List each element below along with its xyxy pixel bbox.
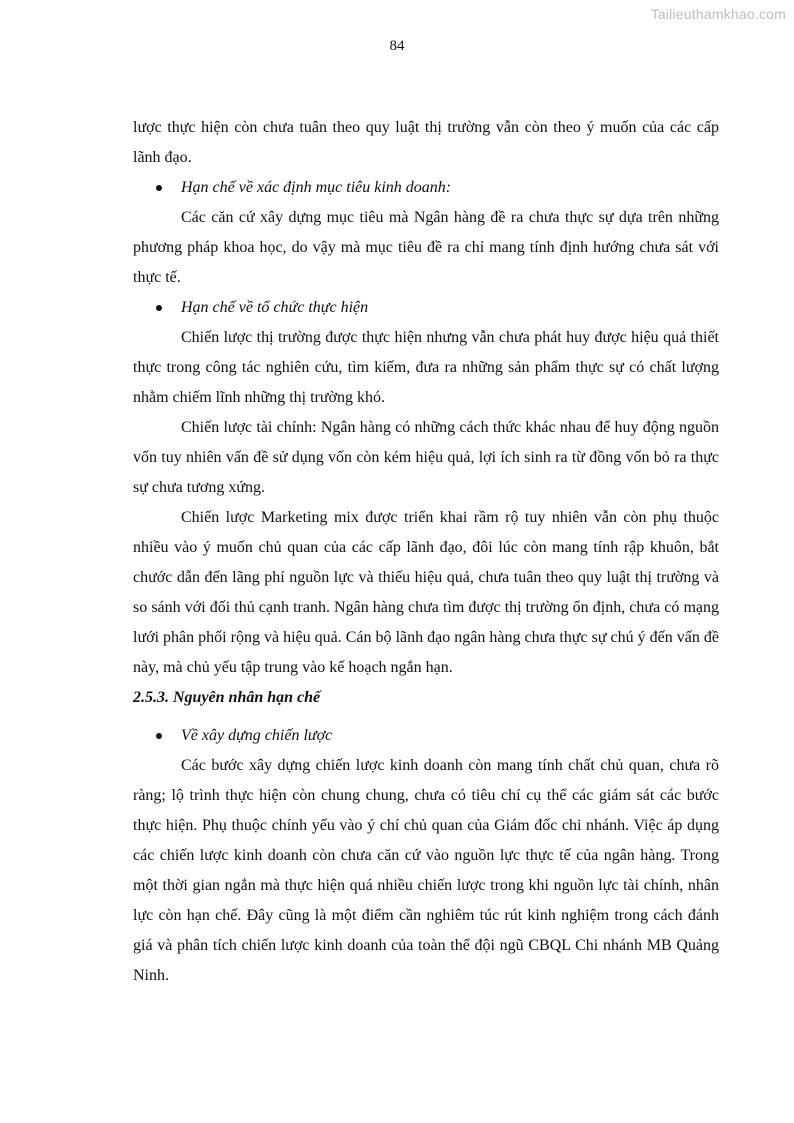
bullet-text: Về xây dựng chiến lược	[181, 727, 333, 744]
paragraph-finance-strategy: Chiến lược tài chính: Ngân hàng có những cách thức khác nhau để huy động nguồn vốn tuy nhiên vấn đề sử dụng vốn còn kém hiệu quả, lợi ích sinh ra từ đồng vốn bỏ ra thực sự chưa tương xứng.	[133, 419, 719, 496]
watermark: Tailieuthamkhao.com	[650, 6, 786, 22]
bullet-dot-icon	[156, 185, 162, 191]
bullet-text: Hạn chế về tổ chức thực hiện	[181, 299, 369, 316]
paragraph-marketing-strategy: Chiến lược Marketing mix được triển khai rầm rộ tuy nhiên vẫn còn phụ thuộc nhiều vào ý muốn chủ quan của các cấp lãnh đạo, đôi lúc còn mang tính rập khuôn, bắt chước dẫn đến lãng phí nguồn lực và thiếu hiệu quả, chưa tuân theo quy luật thị trường và so sánh với đối thủ cạnh tranh. Ngân hàng chưa tìm được thị trường ổn định, chưa có mạng lưới phân phối rộng và hiệu quả. Cán bộ lãnh đạo ngân hàng chưa thực sự chú ý đến vấn đề này, mà chủ yếu tập trung vào kế hoạch ngắn hạn.	[133, 509, 719, 676]
bullet-item-implementation	[133, 293, 719, 323]
document-body	[133, 113, 719, 991]
paragraph-strategy-building: Các bước xây dựng chiến lược kinh doanh còn mang tính chất chủ quan, chưa rõ ràng; lộ trình thực hiện còn chung chung, chưa có tiêu chí cụ thể các giám sát các bước thực hiện. Phụ thuộc chính yếu vào ý chí chủ quan của Giám đốc chi nhánh. Việc áp dụng các chiến lược kinh doanh còn chưa căn cứ vào nguồn lực thực tế của ngân hàng. Trong một thời gian ngắn mà thực hiện quá nhiều chiến lược trong khi nguồn lực tài chính, nhân lực còn hạn chế. Đây cũng là một điểm cần nghiêm túc rút kinh nghiệm trong cách đánh giá và phân tích chiến lược kinh doanh của toàn thể đội ngũ CBQL Chi nhánh MB Quảng Ninh.	[133, 757, 719, 984]
section-heading: 2.5.3. Nguyên nhân hạn chế	[133, 689, 321, 706]
paragraph-objectives: Các căn cứ xây dựng mục tiêu mà Ngân hàng đề ra chưa thực sự dựa trên những phương pháp khoa học, do vậy mà mục tiêu đề ra chỉ mang tính định hướng chưa sát với thực tế.	[133, 209, 719, 286]
page-number: 84	[389, 38, 405, 54]
bullet-dot-icon	[156, 733, 162, 739]
bullet-dot-icon	[156, 305, 162, 311]
bullet-item-strategy-building	[133, 721, 719, 751]
paragraph-continuation: lược thực hiện còn chưa tuân theo quy luật thị trường vẫn còn theo ý muốn của các cấp lãnh đạo.	[133, 119, 719, 166]
paragraph-market-strategy: Chiến lược thị trường được thực hiện nhưng vẫn chưa phát huy được hiệu quả thiết thực trong công tác nghiên cứu, tìm kiếm, đưa ra những sản phẩm thực sự có chất lượng nhằm chiếm lĩnh những thị trường khó.	[133, 329, 719, 406]
bullet-text: Hạn chế về xác định mục tiêu kinh doanh:	[181, 179, 452, 196]
bullet-item-objectives	[133, 173, 719, 203]
